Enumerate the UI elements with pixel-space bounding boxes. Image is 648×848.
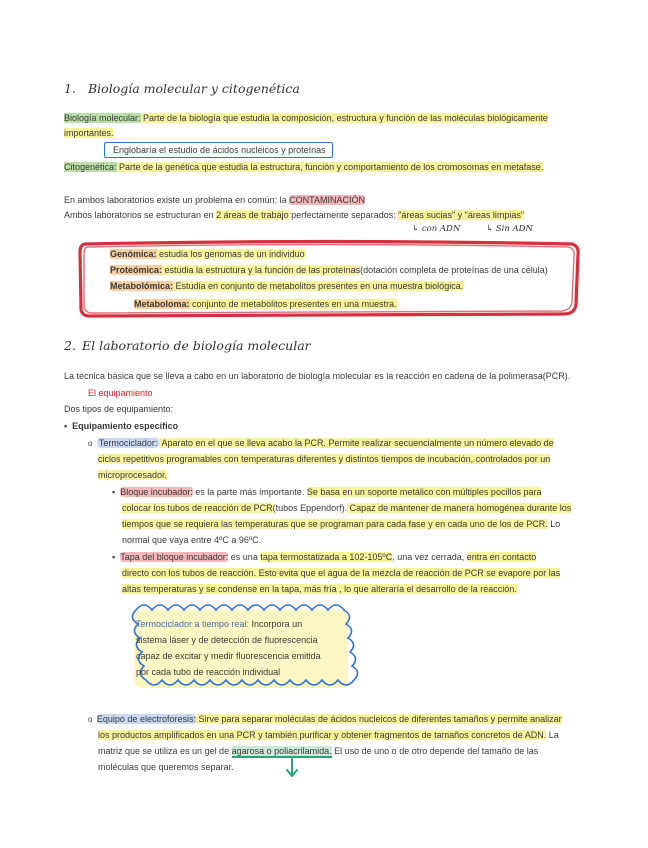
bloque-term: Bloque incubador: [120,487,193,497]
bloque-l1a: es la parte más importante. [192,487,307,497]
areas-line [64,209,524,221]
tapa-l1a: es una [228,552,261,562]
electro-l2b: La [546,730,559,740]
bloque-l1b: Se basa en un soporte metálico con múltiples pocillos para [306,487,542,497]
genomica-def: estudia los genomas de un individuo [156,249,305,259]
bloque-line-3 [122,518,560,530]
termo-line-3 [98,469,167,481]
proteomica-line [110,264,548,276]
termo-l2: ciclos repetitivos programables con temperaturas diferentes y distintos tiempos de incubación, controlados por un [98,454,551,464]
hand-note-clean: ↳ Sin ADN [486,224,533,234]
bloque-line-1 [112,486,541,498]
metaboloma-line [134,298,397,310]
metaboloma-term: Metaboloma: [134,299,190,309]
metabolomica-def: Estudia en conjunto de metabolitos presentes en una muestra biológica. [173,281,464,291]
tapa-line-3 [122,583,517,595]
proteomica-extra: (dotación completa de proteínas de una célula) [360,265,548,275]
cito-term: Citogenética: [64,162,117,172]
realtime-line-3: capaz de excitar y medir fluorescencia emitida [136,651,321,661]
electro-line-3 [98,745,538,757]
problem-line [64,194,365,206]
dash-bullet-icon: ▪ [112,487,121,497]
tapa-l2: directo con los tubos de reacción. Esto evita que el agua de la mezcla de reacción de PCR se evapore por las [122,568,561,578]
bullet-icon: • [64,421,73,431]
bloque-line-2 [122,502,571,514]
electro-l3b: agarosa o poliacrilamida. [231,746,332,756]
areas-names: "áreas sucias" y "áreas limpias" [398,210,525,220]
electro-l2a: los productos amplificados en una PCR y también purificar y obtener fragmentos de tamaños concretos de ADN. [98,730,547,740]
bloque-l2b: (tubos Eppendorf). [272,503,348,513]
bio-def: Parte de la biología que estudia la composición, estructura y función de las moléculas biológicamente [140,113,548,123]
section-1-title: Biología molecular y citogenética [88,81,300,96]
genomica-line [110,248,305,260]
section-2-title: El laboratorio de biología molecular [82,338,311,353]
electro-line-4: moléculas que queremos separar. [98,762,234,772]
electro-l3a: matriz que se utiliza es un gel de [98,746,232,756]
bloque-l3a: tiempos que se requiera las temperaturas que se programan para cada fase y en cada uno de los de PCR. [122,519,548,529]
tapa-l1c: , una vez cerrada, [392,552,467,562]
bloque-l2c: Capaz de mantener de manera homogénea durante los [347,503,572,513]
hand-note-dirty: ↳ con ADN [412,224,461,234]
termo-term: Termociclador: [98,438,158,448]
electro-line-1 [88,713,562,726]
electro-term: Equipo de electroforesis: [96,714,196,724]
bloque-line-4: normal que vaya entre 4ºC a 96ºC. [122,535,262,545]
electro-l3c: El uso de uno o de otro depende del tamaño de las [331,746,539,756]
metabolomica-term: Metabolómica: [110,281,174,291]
tapa-l3: altas temperaturas y se condense en la tapa, más fría , lo que alteraría el desarrollo de la reacción. [122,584,517,594]
proteomica-def: estudia la estructura y la función de las proteínas [162,265,361,275]
tapa-line-2 [122,567,560,579]
bio-def-2: importantes. [64,128,114,138]
realtime-line-4: por cada tubo de reacción individual [136,667,281,677]
specific-label: Equipamiento específico [72,421,179,431]
proteomica-term: Proteómica: [110,265,163,275]
two-types: Dos tipos de equipamiento: [64,404,174,414]
areas-highlight: 2 áreas de trabajo [216,210,289,220]
circle-bullet-icon: o [88,439,97,448]
realtime-line-2: sistema láser y de detección de fluorescencia [136,635,318,645]
section-1-number: 1. [64,81,76,96]
metaboloma-def: conjunto de metabolitos presentes en una muestra. [189,299,397,309]
cito-line [64,161,543,173]
termo-l1a: Aparato en el que se lleva acabo la PCR. [159,438,327,448]
specific-equipment [64,420,178,432]
contamination-word: CONTAMINACIÓN [289,195,365,205]
section-2-number: 2. [64,338,76,353]
termo-line-2 [98,453,550,465]
bloque-l3b: Lo [547,519,561,529]
bio-line-2 [64,127,114,139]
realtime-l1: Incorpora un [249,619,303,629]
tapa-l1d: entra en contacto [466,552,537,562]
realtime-term: Termociclador a tiempo real: [136,619,250,629]
green-arrow-icon [280,757,304,781]
dash-bullet-icon: ▪ [112,552,121,562]
bio-line-1 [64,112,548,124]
circle-bullet-icon: o [88,715,97,724]
bio-term: Biología molecular: [64,113,141,123]
cito-def: Parte de la genética que estudia la estructura, función y comportamiento de los cromosomas en metafase. [116,162,544,172]
cloud-outline [120,600,360,698]
termo-line-1 [88,437,554,450]
realtime-line-1 [136,618,302,630]
boxed-note: Englobaría el estudio de ácidos nucleicos y proteínas [104,142,333,158]
areas-mid: perfectamente separados: [288,210,399,220]
areas-pre: Ambos laboratorios se estructuran en [64,210,217,220]
metabolomica-line [110,280,463,292]
problem-text: En ambos laboratorios existe un problema en común: la [64,195,290,205]
termo-l1b: Permite realizar secuencialmente un número elevado de [326,438,554,448]
equipment-heading: El equipamiento [88,388,153,398]
tapa-term: Tapa del bloque incubador: [120,552,229,562]
tapa-l1b: tapa termostatizada a 102-105ºC [260,552,393,562]
bloque-l2a: colocar los tubos de reacción de PCR [122,503,273,513]
tapa-line-1 [112,551,536,563]
pcr-intro: La técnica básica que se lleva a cabo en un laboratorio de biología molecular es la reacción en cadena de la polimerasa(PCR). [64,371,571,381]
termo-l3: microprocesador. [98,470,168,480]
electro-line-2 [98,729,559,741]
genomica-term: Genómica: [110,249,157,259]
electro-l1: Sirve para separar moléculas de ácidos nucleicos de diferentes tamaños y permite analizar [195,714,562,724]
